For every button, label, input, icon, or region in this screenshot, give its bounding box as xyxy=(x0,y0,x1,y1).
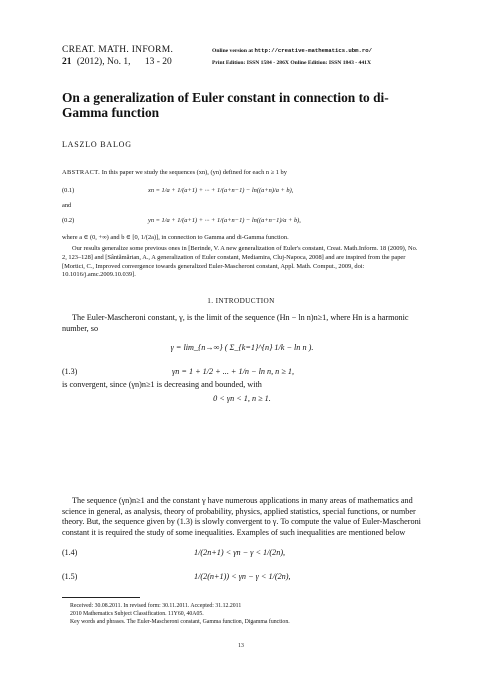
abstract-results: Our results generalize some previous ones in [Berinde, V. A new generalization of Euler's constant, Creat. Math.Inform. 18 (2009), No. 2, 123–128] and [Sântămărian, A., A generalization of Euler constant, Mediamira, Cluj-Napoca, 2008] and are inspired from the paper [Mortici, C., Improved convergence towards generalized Euler-Mascheroni constant, Appl. Math. Comput., 2009, doi: 10.1016/j.amc.2009.10.039]. xyxy=(62,245,418,279)
equation-body: xn = 1/a + 1/(a+1) + ··· + 1/(a+n−1) − ln((a+n)/a + b), xyxy=(148,186,294,194)
intro-paragraph-2: The sequence (γn)n≥1 and the constant γ have numerous applications in many areas of mathematics and science in general, as analysis, theory of probability, physics, applied statistics, special functions, or number theory. But, the sequence given by (1.3) is slowly convergent to γ. To compute the value of Euler-Mascheroni constant it is required the study of some inequalities. Examples of such inequalities are mentioned below xyxy=(62,496,421,537)
journal-pages: 13 - 20 xyxy=(144,57,172,67)
intro-paragraph-2-block xyxy=(62,496,422,590)
bound-equation: 0 < γn < 1, n ≥ 1. xyxy=(213,394,271,404)
equation-body: yn = 1/a + 1/(a+1) + ··· + 1/(a+n−1) − ln((a+n−1)/a + b), xyxy=(148,217,301,225)
journal-volume: 21 xyxy=(62,57,72,67)
equation-number: (0.1) xyxy=(62,186,75,194)
abstract-intro xyxy=(62,169,422,178)
abstract-where: where a ∈ (0, +∞) and b ∈ [0, 1/(2a)], in connection to Gamma and di-Gamma function. xyxy=(62,234,289,242)
equation-number: (1.5) xyxy=(62,572,78,582)
footnote xyxy=(62,602,422,627)
equation-number: (0.2) xyxy=(62,217,75,225)
convergent-text: is convergent, since (γn)n≥1 is decreasing and bounded, with xyxy=(62,379,262,389)
equation-number: (1.4) xyxy=(62,548,78,558)
intro-body xyxy=(62,313,422,409)
equation-1-5 xyxy=(62,568,422,590)
equation-0-1 xyxy=(62,180,422,202)
abstract xyxy=(62,169,422,280)
journal-header xyxy=(62,44,173,68)
journal-year-issue: (2012), No. 1, xyxy=(76,57,131,67)
online-label: Online version at xyxy=(212,48,254,54)
author-name: LASZLO BALOG xyxy=(62,140,132,149)
section-heading: 1. INTRODUCTION xyxy=(207,297,275,305)
online-url[interactable]: http://creative-mathematics.ubm.ro/ xyxy=(254,47,372,54)
journal-name: CREAT. MATH. INFORM. xyxy=(62,45,174,55)
abstract-and: and xyxy=(62,201,72,209)
paper-title: On a generalization of Euler constant in connection to di-Gamma function xyxy=(62,90,389,120)
equation-0-2 xyxy=(62,210,422,232)
footnote-keywords: Key words and phrases. The Euler-Mascheroni constant, Gamma function, Digamma function. xyxy=(70,619,290,626)
page-number: 13 xyxy=(238,643,244,649)
print-edition: Print Edition: ISSN 1584 - 286X Online Edition: ISSN 1843 - 441X xyxy=(212,60,371,67)
abstract-label: ABSTRACT. xyxy=(62,169,101,176)
footnote-msc: 2010 Mathematics Subject Classification. 11Y60, 40A05. xyxy=(70,611,204,618)
footnote-received: Received: 30.08.2011. In revised form: 30.11.2011. Accepted: 31.12.2011 xyxy=(70,603,242,609)
equation-1-4 xyxy=(62,544,422,568)
equation-body: 1/(2(n+1)) < γn − γ < 1/(2n), xyxy=(194,572,291,582)
equation-1-3 xyxy=(62,364,422,380)
intro-paragraph-1: The Euler-Mascheroni constant, γ, is the limit of the sequence (Hn − ln n)n≥1, where Hn is a harmonic number, so xyxy=(62,313,409,333)
equation-number: (1.3) xyxy=(62,366,78,376)
abstract-text: In this paper we study the sequences (xn), (yn) defined for each n ≥ 1 by xyxy=(101,169,287,176)
footnote-rule xyxy=(62,597,140,598)
journal-issue xyxy=(62,56,173,68)
equation-body: γn = 1 + 1/2 + ... + 1/n − ln n, n ≥ 1, xyxy=(172,366,294,376)
equation-body: 1/(2n+1) < γn − γ < 1/(2n), xyxy=(194,548,286,558)
online-info xyxy=(212,45,372,70)
gamma-definition: γ = lim_{n→∞} ( Σ_{k=1}^{n} 1/k − ln n ). xyxy=(170,343,314,353)
